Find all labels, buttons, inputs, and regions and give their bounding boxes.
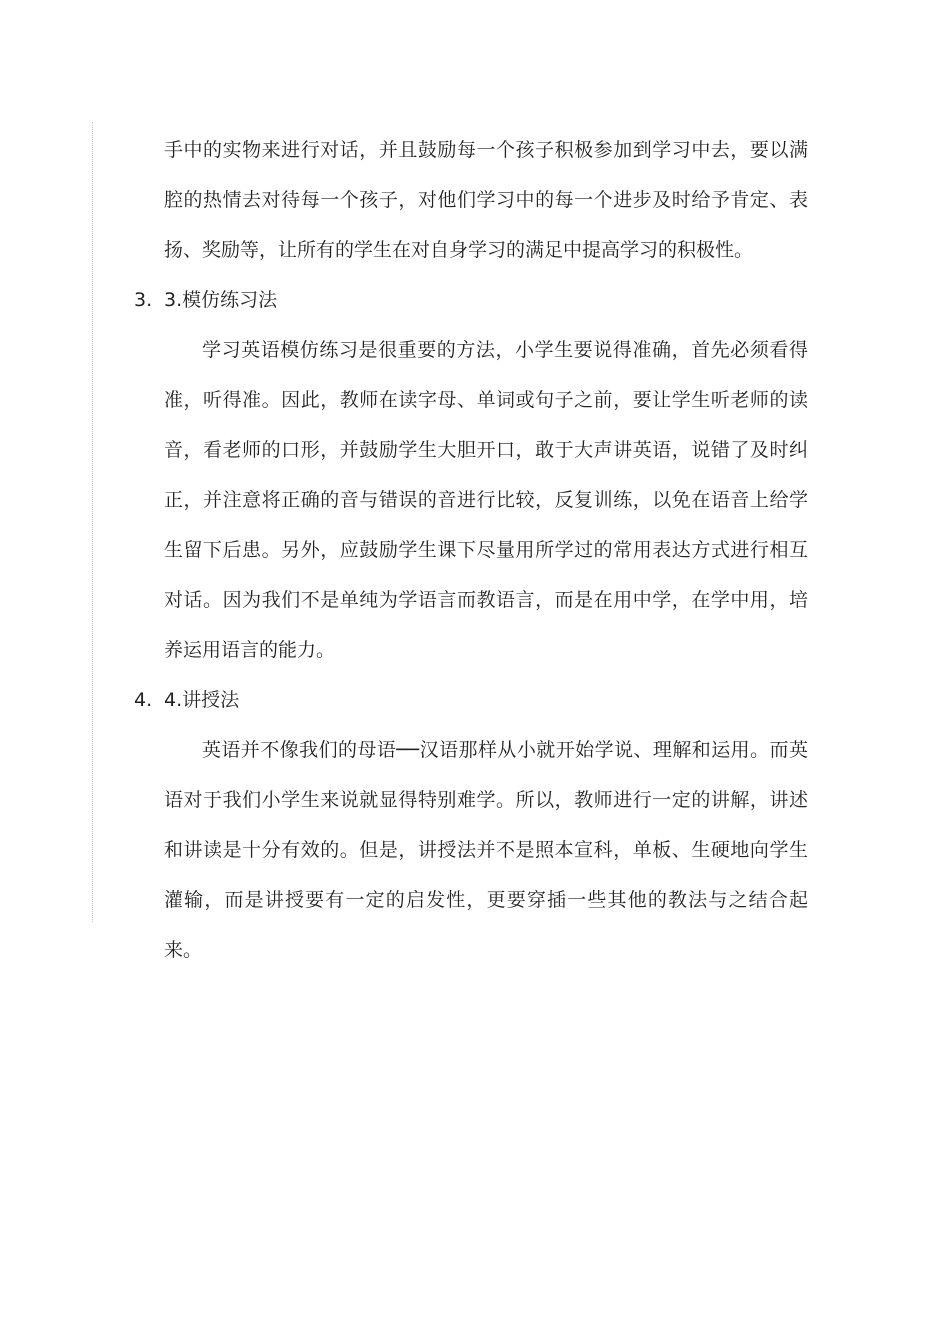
section-heading-imitation: [134, 275, 808, 325]
list-number: 3.: [134, 289, 153, 311]
list-number: 4.: [134, 689, 153, 711]
document-body: [134, 125, 808, 975]
section-body-imitation: 学习英语模仿练习是很重要的方法，小学生要说得准确，首先必须看得准，听得准。因此，教师在读字母、单词或句子之前，要让学生听老师的读音，看老师的口形，并鼓励学生大胆开口，敢于大声讲英语，说错了及时纠正，并注意将正确的音与错误的音进行比较，反复训练，以免在语音上给学生留下后患。另外，应鼓励学生课下尽量用所学过的常用表达方式进行相互对话。因为我们不是单纯为学语言而教语言，而是在用中学，在学中用，培养运用语言的能力。: [164, 339, 808, 661]
section-title: 4.讲授法: [164, 689, 240, 711]
section-title: 3.模仿练习法: [164, 289, 278, 311]
section-body-lecture: 英语并不像我们的母语──汉语那样从小就开始学说、理解和运用。而英语对于我们小学生来说就显得特别难学。所以，教师进行一定的讲解，讲述和讲读是十分有效的。但是，讲授法并不是照本宣科，单板、生硬地向学生灌输，而是讲授要有一定的启发性，更要穿插一些其他的教法与之结合起来。: [164, 739, 808, 961]
section-heading-lecture: [134, 675, 808, 725]
intro-paragraph: 手中的实物来进行对话，并且鼓励每一个孩子积极参加到学习中去，要以满腔的热情去对待每一个孩子，对他们学习中的每一个进步及时给予肯定、表扬、奖励等，让所有的学生在对自身学习的满足中提高学习的积极性。: [164, 139, 808, 261]
margin-guide-line: [92, 122, 93, 922]
